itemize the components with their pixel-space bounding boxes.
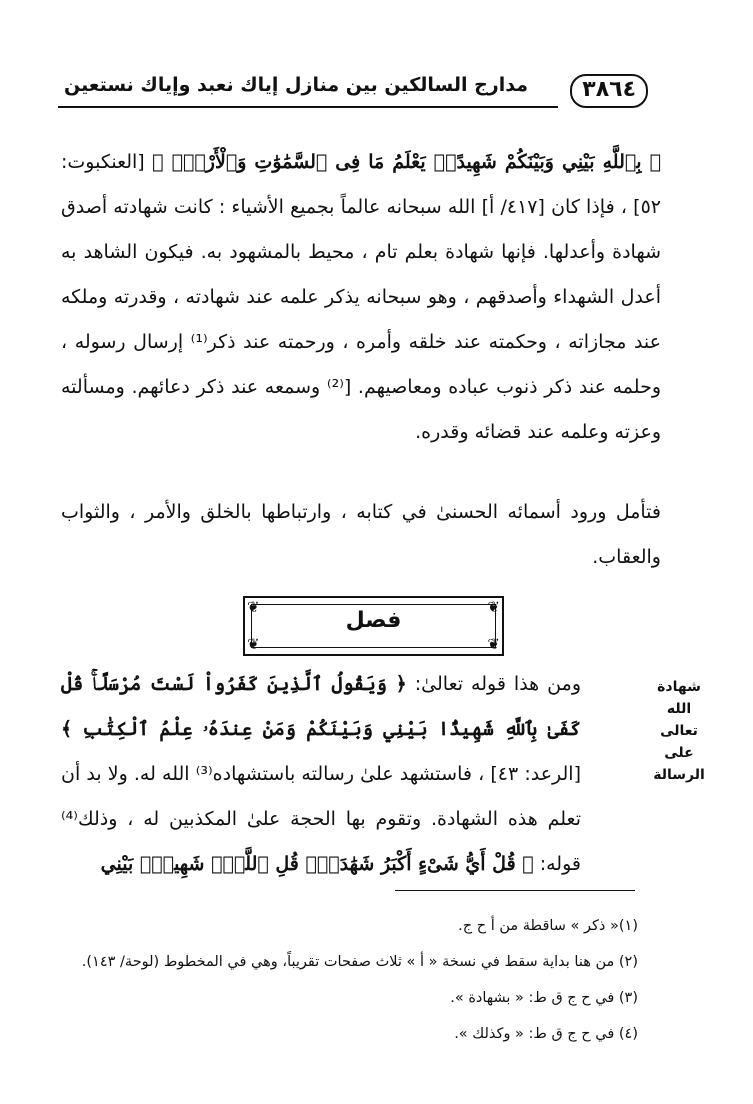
paragraph-3 <box>61 662 581 887</box>
page-number: ٣٨٦٤ <box>570 74 648 108</box>
paragraph-1 <box>61 140 661 455</box>
section-title: فصل <box>345 608 402 633</box>
quran-verse: ﴿ بِٱللَّهِ بَيْنِي وَبَيْنَكُمْ شَهِيدًاۖ يَعْلَمُ مَا فِى ٱلسَّمَٰوَٰتِ وَٱلْأَرْضِۗ ﴾ <box>152 151 661 173</box>
quran-verse: ﴿ قُلْ أَيُّ شَىْءٍ أَكْبَرُ شَهَٰدَةًۖ قُلِ ٱللَّهُۖ شَهِيدٌۢ بَيْنِي <box>100 853 534 875</box>
footnote: (١)« ذكر » ساقطة من أ ح ج. <box>458 918 638 934</box>
running-title: مدارج السالكين بين منازل إياك نعبد وإياك نستعين <box>64 74 528 96</box>
header-rule <box>58 106 558 108</box>
footnote-separator <box>395 890 635 891</box>
footnote: (٤) في ح ج ق ط: « وكذلك ». <box>454 1026 638 1042</box>
quran-verse: ﴿ وَيَقُولُ ٱلَّذِينَ كَفَرُواْ لَسْتَ مُرْسَلًاۚ قُلْ كَفَىٰ بِٱللَّهِ شَهِيدًۢا بَيْنِي وَبَيْنَكُمْ وَمَنْ عِندَهُۥ عِلْمُ ٱلْكِتَٰبِ ﴾ <box>61 673 581 740</box>
paragraph-text: [العنكبوت: ٥٢] ، فإذا كان [٤١٧/ أ] الله سبحانه عالماً بجميع الأشياء : كانت شهادته أصدق شهادة وأعدلها. فإنها شهادة بعلم تام ، محيط بالمشهود به. فيكون الشاهد به أعدل الشهداء وأصدقهم ، وهو سبحانه يذكر علمه عند شهادته ، وقدرته وملكه عند مجازاته ، وحكمته عند خلقه وأمره ، ورحمته عند ذكر⁽¹⁾ إرسال رسوله ، وحلمه عند ذكر ذنوب عباده ومعاصيهم. [⁽²⁾ وسمعه عند ذكر دعائهم. ومسألته وعزته وعلمه عند قضائه وقدره. <box>61 151 661 443</box>
margin-note: شهادة الله تعالى على الرسالة <box>653 679 705 783</box>
paragraph-text: [الرعد: ٤٣] ، فاستشهد علىٰ رسالته باستشهاده⁽³⁾ الله له. ولا بد أن تعلم هذه الشهادة. وتقوم بها الحجة علىٰ المكذبين له ، وذلك⁽⁴⁾ قوله: <box>61 763 581 875</box>
footnote: (٣) في ح ج ق ط: « بشهادة ». <box>450 990 638 1006</box>
paragraph-text: ومن هذا قوله تعالىٰ: <box>406 673 582 695</box>
footnote: (٢) من هنا بداية سقط في نسخة « أ » ثلاث صفحات تقريباً، وهي في المخطوط (لوحة/ ١٤٣). <box>81 954 638 970</box>
ornament-icon: ❦ <box>487 598 500 616</box>
ornament-icon: ❦ <box>487 635 500 653</box>
footnotes <box>78 908 638 1052</box>
ornament-icon: ❦ <box>247 635 260 653</box>
page-header <box>58 68 648 110</box>
paragraph-2: فتأمل ورود أسمائه الحسنىٰ في كتابه ، وارتباطها بالخلق والأمر ، والثواب والعقاب. <box>61 501 661 568</box>
ornament-icon: ❦ <box>247 598 260 616</box>
section-heading-frame <box>243 596 504 656</box>
